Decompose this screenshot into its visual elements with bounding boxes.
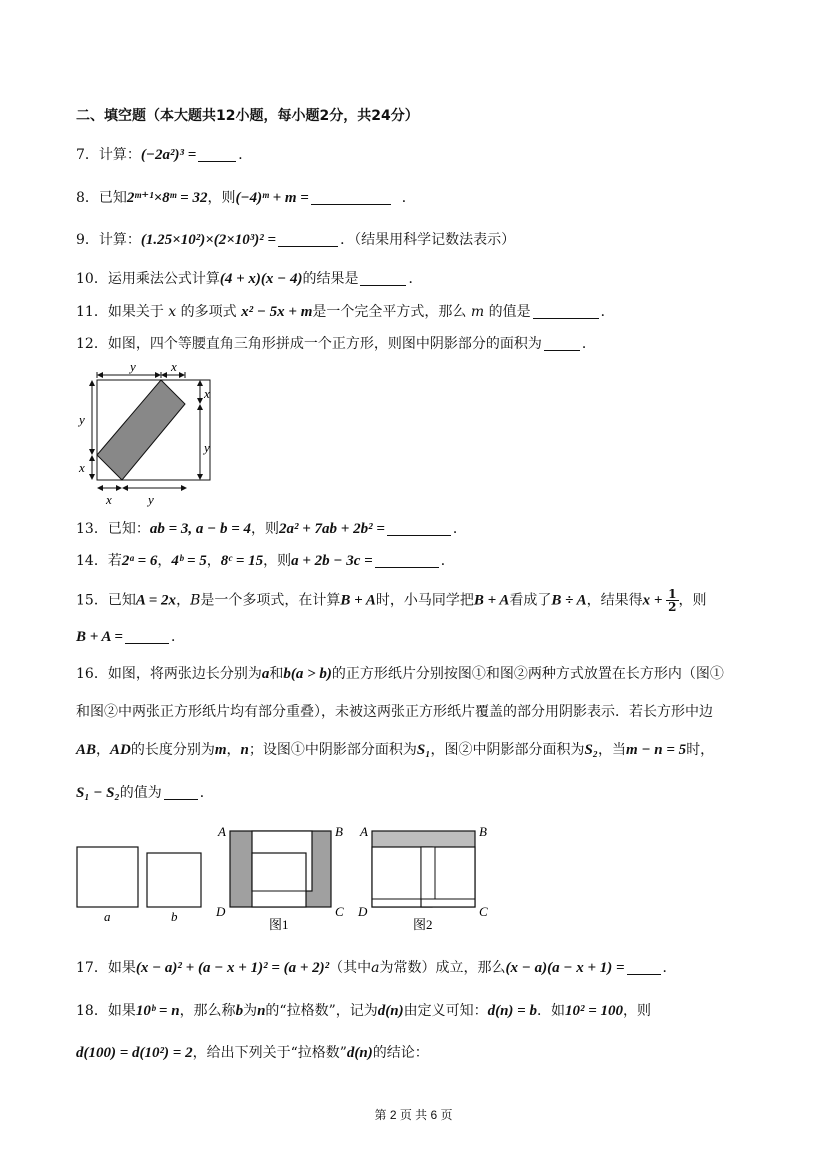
q16-var-b: b(a > b) <box>283 666 332 682</box>
q17-var-a: a <box>371 960 380 976</box>
q15-mid1: ， <box>176 592 191 609</box>
question-9 <box>76 230 515 250</box>
section-title: 二、填空题（本大题共12小题，每小题2分，共24分） <box>76 108 419 124</box>
q18-notation2: d(n) <box>346 1045 373 1061</box>
q16-square-b <box>147 853 201 907</box>
q12-end: ． <box>581 336 596 352</box>
fig1-label-A: A <box>218 824 226 839</box>
q10-answer-blank[interactable] <box>360 271 406 286</box>
q15-answer-expr: B + A = <box>76 629 123 645</box>
q15-mid4: 看成了 <box>509 592 552 609</box>
q7-answer-blank[interactable] <box>198 147 236 162</box>
q7-tail: ． <box>238 147 253 163</box>
q13-answer-blank[interactable] <box>387 521 451 536</box>
question-11 <box>76 302 615 322</box>
q15-mid2: 是一个多项式，在计算 <box>200 592 341 609</box>
q14-expression: a + 2b − 3c = <box>291 553 373 569</box>
q18-var-b: b <box>235 1003 244 1019</box>
question-15-line2 <box>76 627 185 647</box>
q12-answer-blank[interactable] <box>544 336 580 351</box>
q16-mid4: ，当 <box>598 742 627 758</box>
q16-ad: AD <box>110 742 131 758</box>
q18-var-n: n <box>257 1003 266 1019</box>
q13-mid: ，则 <box>251 521 280 537</box>
q16-s1: S₁ <box>416 742 431 758</box>
q18-notation: d(n) <box>377 1003 404 1019</box>
question-12 <box>76 334 596 354</box>
question-16-line3 <box>76 740 714 760</box>
q17-expression: (x − a)(a − x + 1) = <box>505 960 625 976</box>
q16-answer-blank[interactable] <box>164 785 198 800</box>
q11-end: ． <box>600 304 615 320</box>
q15-result: x + <box>642 592 667 609</box>
q16-label-b: b <box>171 909 178 924</box>
q13-pre: 13．已知： <box>76 521 150 537</box>
q16-line1-tail: 的正方形纸片分别按图①和图②两种方式放置在长方形内（图① <box>331 666 724 682</box>
q15-frac-num: 1 <box>668 587 677 601</box>
q11-pre: 11．如果关于 <box>76 304 164 320</box>
question-14 <box>76 551 455 571</box>
q18-def: 10ᵇ = n <box>135 1003 180 1019</box>
q15-answer-blank[interactable] <box>125 629 169 644</box>
q14-answer-blank[interactable] <box>375 553 439 568</box>
q15-mid3: 时，小马同学把 <box>375 592 474 609</box>
q13-condition: ab = 3, a − b = 4 <box>149 521 252 537</box>
q18-tail: ，则 <box>623 1003 652 1019</box>
fig2-caption: 图2 <box>413 917 433 932</box>
q16-sep2: ， <box>226 742 241 758</box>
q8-expression: (−4)ᵐ + m = <box>235 190 309 206</box>
question-16 <box>76 664 724 684</box>
q18-line2-end: 的结论： <box>372 1045 429 1061</box>
q18-pre: 18．如果 <box>76 1003 136 1019</box>
q17-end: ． <box>662 960 677 976</box>
q16-end: ． <box>199 785 214 801</box>
q17-mid2: 为常数）成立，那么 <box>379 960 506 976</box>
q12-figure <box>70 358 220 508</box>
q14-mid: ，则 <box>263 553 292 569</box>
q17-mid: （其中 <box>329 960 372 976</box>
q8-number: 8．已知 <box>76 190 127 206</box>
q14-end: ． <box>440 553 455 569</box>
q15-end: ． <box>170 629 185 645</box>
q15-expr-sum: B + A <box>340 592 376 609</box>
q15-expr-div: B ÷ A <box>551 592 587 609</box>
q18-mid5: ．如 <box>536 1003 565 1019</box>
q11-mid2: 是一个完全平方式，那么 <box>312 304 467 320</box>
q16-figure <box>70 818 500 938</box>
q16-square-a <box>77 847 138 907</box>
q12-label-bottom-x: x <box>106 492 112 507</box>
q8-condition: 2ᵐ⁺¹×8ᵐ = 32 <box>126 190 208 206</box>
q18-mid1: ，那么称 <box>179 1003 236 1019</box>
q14-cond-a: 2ᵃ = 6 <box>121 553 158 569</box>
q15-given: A = 2x <box>135 592 177 609</box>
q10-tail: 的结果是 <box>302 271 359 287</box>
fig1-label-D: D <box>216 904 226 919</box>
question-13 <box>76 519 467 539</box>
q9-number: 9．计算： <box>76 232 141 248</box>
q18-mid2: 为 <box>243 1003 258 1019</box>
q13-expression: 2a² + 7ab + 2b² = <box>279 521 385 537</box>
q17-answer-blank[interactable] <box>627 960 661 975</box>
q16-s2: S₂ <box>584 742 599 758</box>
q11-answer-blank[interactable] <box>533 304 599 319</box>
q8-tail: ． <box>401 190 416 206</box>
q13-end: ． <box>452 521 467 537</box>
question-18 <box>76 1001 651 1021</box>
q14-sep1: ， <box>157 553 172 569</box>
question-15 <box>76 588 707 613</box>
q10-end: ． <box>408 271 423 287</box>
q18-equation: d(n) = b <box>487 1003 537 1019</box>
q16-condition: m − n = 5 <box>626 742 687 758</box>
q12-label-top-x: x <box>171 359 177 374</box>
q12-label-left-x: x <box>79 460 85 475</box>
q14-pre: 14．若 <box>76 553 122 569</box>
fig2-shaded-strip <box>421 847 435 899</box>
fig1-label-B: B <box>335 824 343 839</box>
q9-expression: (1.25×10²)×(2×10³)² = <box>140 232 277 248</box>
question-18-line2 <box>76 1043 429 1063</box>
q16-ab: AB <box>76 742 97 758</box>
q15-expr-sum2: B + A <box>473 592 510 609</box>
q15-tail: ，则 <box>678 592 707 609</box>
q16-m: m <box>214 742 227 758</box>
q11-mid: 的多项式 <box>180 304 237 320</box>
q8-mid: ，则 <box>207 190 236 206</box>
q15-fraction <box>666 588 678 613</box>
q8-answer-blank[interactable] <box>311 190 391 205</box>
fig2-label-C: C <box>479 904 488 919</box>
q18-line2-tail: ，给出下列关于“拉格数” <box>192 1045 347 1061</box>
fig2-label-D: D <box>358 904 368 919</box>
q17-pre: 17．如果 <box>76 960 136 976</box>
q14-cond-c: 8ᶜ = 15 <box>220 553 264 569</box>
q16-mid3: ，图②中阴影部分面积为 <box>430 742 585 758</box>
fig1-caption: 图1 <box>269 917 289 932</box>
question-8 <box>76 188 416 208</box>
q14-cond-b: 4ᵇ = 5 <box>171 553 207 569</box>
question-16-line2: 和图②中两张正方形纸片均有部分重叠），未被这两张正方形纸片覆盖的部分用阴影表示．若长方形中边 <box>76 704 713 720</box>
q12-label-bottom-y: y <box>148 492 154 507</box>
q16-line4-tail: 的值为 <box>119 785 162 801</box>
q16-mid: 的长度分别为 <box>130 742 215 758</box>
fig2-label-A: A <box>360 824 368 839</box>
q16-and: 和 <box>269 666 284 682</box>
q15-frac-den: 2 <box>668 600 677 614</box>
q7-expression: (−2a²)³ = <box>140 147 197 163</box>
q10-expression: (4 + x)(x − 4) <box>219 271 303 287</box>
q12-label-top-y: y <box>130 359 136 374</box>
question-7 <box>76 145 252 165</box>
q7-number: 7．计算： <box>76 147 141 163</box>
q16-sep: ， <box>96 742 111 758</box>
q15-pre: 15．已知 <box>76 592 136 609</box>
q12-shaded-rectangle <box>97 380 185 480</box>
q12-text: 12．如图，四个等腰直角三角形拼成一个正方形，则图中阴影部分的面积为 <box>76 336 542 352</box>
q16-line3-tail: 时， <box>686 742 715 758</box>
q14-sep2: ， <box>206 553 221 569</box>
q9-answer-blank[interactable] <box>278 232 338 247</box>
fig1-square-small <box>252 853 306 907</box>
q16-var-a: a <box>261 666 270 682</box>
q11-expression: x² − 5x + m <box>241 304 313 320</box>
page-footer: 第 2 页 共 6 页 <box>374 1108 453 1122</box>
question-16-line4 <box>76 783 214 803</box>
question-17 <box>76 958 677 978</box>
q18-example: 10² = 100 <box>564 1003 624 1019</box>
q16-mid2: ；设图①中阴影部分面积为 <box>248 742 417 758</box>
q12-label-left-y: y <box>79 412 85 427</box>
q18-example-result: d(100) = d(10²) = 2 <box>76 1045 193 1061</box>
q18-mid4: 由定义可知： <box>403 1003 488 1019</box>
q16-label-a: a <box>104 909 111 924</box>
q12-label-right-y: y <box>204 440 210 455</box>
q11-tail: 的值是 <box>488 304 531 320</box>
q16-n: n <box>240 742 249 758</box>
q10-number: 10．运用乘法公式计算 <box>76 271 220 287</box>
q16-line1-pre: 16．如图，将两张边长分别为 <box>76 666 262 682</box>
fig2-label-B: B <box>479 824 487 839</box>
q15-mid5: ，结果得 <box>586 592 643 609</box>
q18-mid3: 的“拉格数”，记为 <box>265 1003 378 1019</box>
q17-equation: (x − a)² + (a − x + 1)² = (a + 2)² <box>135 960 330 976</box>
q12-label-right-x: x <box>204 386 210 401</box>
q11-var-x: x <box>168 304 177 320</box>
q9-tail: ．（结果用科学记数法表示） <box>340 232 516 248</box>
q16-expression: S₁ − S₂ <box>76 785 120 801</box>
q11-var-m: m <box>470 304 485 320</box>
q15-var-b: B <box>190 592 201 609</box>
question-10 <box>76 269 422 289</box>
fig1-label-C: C <box>335 904 344 919</box>
